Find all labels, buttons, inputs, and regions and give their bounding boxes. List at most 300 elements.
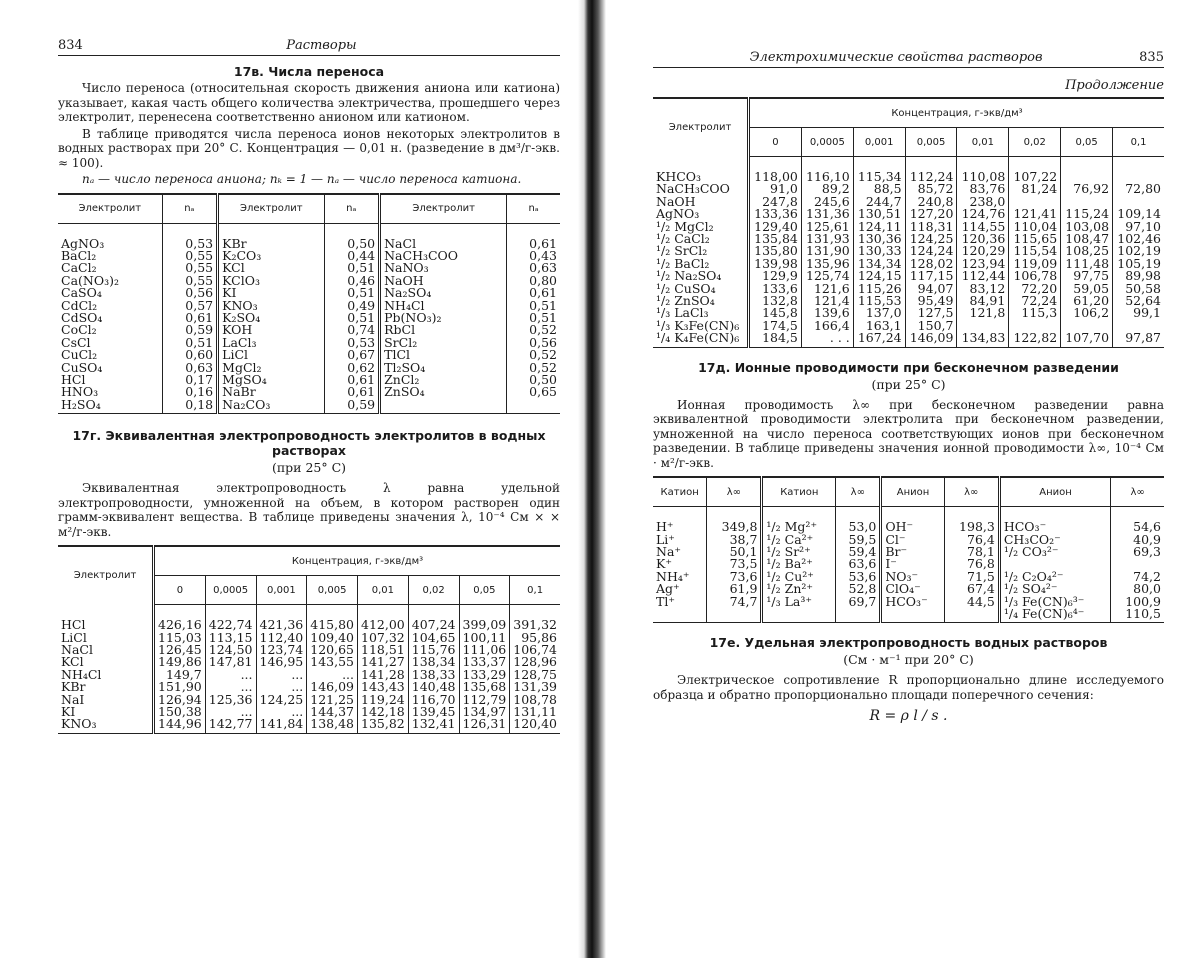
value-cell: 0,61	[324, 374, 380, 386]
value-cell: 129,40	[749, 221, 802, 233]
electrolyte-cell: MgSO₄	[218, 374, 324, 386]
value-cell: 120,65	[307, 644, 358, 656]
value-cell: 95,49	[905, 295, 957, 307]
value-cell: 138,48	[307, 718, 358, 733]
equivalent-conductivity-table-continued	[653, 97, 1164, 348]
value-cell: 124,11	[853, 221, 905, 233]
electrolyte-cell: NaI	[61, 691, 85, 707]
right-running-title: Электрохимические свойства растворов	[749, 50, 1043, 65]
electrolyte-cell: KClO₃	[218, 275, 324, 287]
table-header-row	[653, 98, 1164, 128]
table-row	[58, 262, 560, 274]
ion-cell: Tl⁺	[656, 593, 675, 609]
value-cell: 120,36	[957, 233, 1009, 245]
value-cell: 89,98	[1113, 270, 1164, 282]
value-cell: 72,80	[1113, 183, 1164, 195]
value-cell: 240,8	[905, 196, 957, 208]
value-cell: 126,31	[459, 718, 510, 733]
value-cell: 135,96	[801, 258, 853, 270]
electrolyte-cell: K₂CO₃	[218, 250, 324, 262]
book-gutter	[578, 0, 606, 958]
table-row	[653, 596, 1164, 608]
value-cell: 97,87	[1113, 332, 1164, 347]
value-cell: 184,5	[749, 332, 802, 347]
value-cell: 138,33	[408, 669, 459, 681]
value-cell: 146,09	[307, 681, 358, 693]
value-cell: 139,45	[408, 706, 459, 718]
value-cell: 114,55	[957, 221, 1009, 233]
value-cell: 38,7	[707, 534, 762, 546]
value-cell: 0,53	[162, 223, 218, 250]
value-cell: 133,36	[749, 208, 802, 220]
electrolyte-cell: CdSO₄	[61, 309, 103, 325]
table-row	[58, 337, 560, 349]
ion-cell: ¹/₂ Mg²⁺	[762, 507, 836, 534]
table-row	[58, 275, 560, 287]
value-cell: 115,26	[853, 283, 905, 295]
electrolyte-cell: KNO₃	[218, 300, 324, 312]
value-cell: 0,52	[507, 362, 560, 374]
ion-cell: ¹/₃ La³⁺	[762, 596, 836, 608]
value-cell: 128,75	[510, 669, 560, 681]
ion-cell: ¹/₂ SO₄²⁻	[999, 583, 1110, 595]
value-cell: 145,8	[749, 307, 802, 319]
concentration-header: 0,0005	[801, 128, 853, 157]
value-cell: 115,76	[408, 644, 459, 656]
value-cell: 72,20	[1009, 283, 1061, 295]
value-cell: 85,72	[905, 183, 957, 195]
value-cell: 0,61	[507, 287, 560, 299]
value-cell: 143,55	[307, 656, 358, 668]
value-cell: 141,27	[358, 656, 409, 668]
value-cell: 106,74	[510, 644, 560, 656]
value-cell: 106,2	[1061, 307, 1113, 319]
value-cell	[707, 608, 762, 623]
left-running-head	[58, 38, 560, 56]
value-cell: 130,33	[853, 245, 905, 257]
section-17g-paragraph-1: Эквивалентная электропроводность λ равна удельной электропроводности, умноженной на объем, в котором растворен один грамм-эквивалент вещества. В таблице приведены значения λ, 10⁻⁴ См × × м²/г-экв.	[58, 481, 560, 539]
section-17e-paragraph-1: Электрическое сопротивление R пропорционально длине исследуемого образца и обратно пропорционально площади поперечного сечения:	[653, 673, 1164, 702]
value-cell: 117,15	[905, 270, 957, 282]
section-17g-subtitle: (при 25° С)	[271, 460, 347, 476]
value-cell: 123,94	[957, 258, 1009, 270]
electrolyte-cell: KHCO₃	[656, 168, 702, 184]
value-cell: 80,0	[1111, 583, 1164, 595]
ion-cell: OH⁻	[881, 507, 944, 534]
value-cell: 144,37	[307, 706, 358, 718]
electrolyte-header: Электролит	[668, 122, 732, 134]
value-cell: 124,25	[256, 694, 307, 706]
table-row	[58, 386, 560, 398]
concentration-header: 0,001	[256, 576, 307, 605]
electrolyte-cell: CaCl₂	[61, 260, 97, 276]
ion-cell	[653, 608, 707, 623]
value-cell	[944, 608, 999, 623]
section-17e-subtitle: (См · м⁻¹ при 20° С)	[843, 652, 974, 668]
value-cell: 0,50	[324, 223, 380, 250]
electrolyte-cell: KI	[218, 287, 324, 299]
column-header: nₐ	[507, 194, 560, 224]
concentration-group-header: Концентрация, г-экв/дм³	[154, 546, 561, 576]
value-cell	[1061, 157, 1113, 184]
table-row	[58, 718, 560, 733]
electrolyte-cell	[380, 399, 507, 414]
value-cell: ...	[256, 706, 307, 718]
value-cell: 0,51	[324, 262, 380, 274]
value-cell: 0,50	[507, 374, 560, 386]
concentration-header: 0,02	[1009, 128, 1061, 157]
section-17d-paragraph-1: Ионная проводимость λ∞ при бесконечном разведении равна эквивалентной проводимости электролита при бесконечном разведении, умноженной на число переноса соответствующих ионов при бесконечном разведении. В таблице приведены значения ионной проводимости λ∞, 10⁻⁴ См · м²/г-экв.	[653, 397, 1164, 470]
value-cell: 67,4	[944, 583, 999, 595]
value-cell: 115,34	[853, 157, 905, 184]
value-cell: 107,22	[1009, 157, 1061, 184]
value-cell: 118,51	[358, 644, 409, 656]
value-cell: 150,38	[154, 706, 206, 718]
resistance-formula: R = ρ l / s .	[869, 708, 948, 725]
column-header: λ∞	[836, 477, 881, 507]
concentration-header: 0,05	[459, 576, 510, 605]
value-cell	[1113, 157, 1164, 184]
electrolyte-cell: H₂SO₄	[61, 396, 101, 412]
value-cell: 53,6	[836, 571, 881, 583]
value-cell: 238,0	[957, 196, 1009, 208]
value-cell: 73,6	[707, 571, 762, 583]
value-cell: 134,34	[853, 258, 905, 270]
right-page	[605, 0, 1200, 958]
value-cell: 110,5	[1111, 608, 1164, 623]
value-cell: 426,16	[154, 605, 206, 632]
electrolyte-cell: Ca(NO₃)₂	[61, 272, 119, 288]
electrolyte-cell: HCl	[61, 616, 86, 632]
electrolyte-header: Электролит	[73, 570, 137, 582]
value-cell: 0,51	[324, 312, 380, 324]
value-cell: 132,8	[749, 295, 802, 307]
electrolyte-cell: CsCl	[61, 334, 91, 350]
value-cell: 127,5	[905, 307, 957, 319]
value-cell: 120,29	[957, 245, 1009, 257]
value-cell: 116,10	[801, 157, 853, 184]
value-cell: 112,24	[905, 157, 957, 184]
electrolyte-cell: RbCl	[380, 324, 507, 336]
table-row	[58, 324, 560, 336]
value-cell: . . .	[801, 332, 853, 347]
left-page-number: 834	[58, 38, 83, 53]
value-cell: 0,65	[507, 386, 560, 398]
value-cell: 0,51	[507, 300, 560, 312]
value-cell: 0,53	[324, 337, 380, 349]
table-row	[653, 183, 1164, 195]
value-cell: 0,55	[162, 250, 218, 262]
value-cell: 0,43	[507, 250, 560, 262]
value-cell: 0,61	[324, 386, 380, 398]
value-cell: 111,06	[459, 644, 510, 656]
value-cell: 0,56	[507, 337, 560, 349]
column-header: Анион	[881, 477, 944, 507]
value-cell: 0,17	[162, 374, 218, 386]
table-row	[653, 332, 1164, 347]
concentration-header: 0,0005	[205, 576, 256, 605]
ion-cell: H⁺	[656, 519, 674, 535]
section-17e-title: 17е. Удельная электропроводность водных растворов	[709, 635, 1108, 651]
concentration-header: 0,005	[307, 576, 358, 605]
value-cell: 129,9	[749, 270, 802, 282]
value-cell: 0,61	[162, 312, 218, 324]
value-cell: 0,18	[162, 399, 218, 414]
table-row	[58, 250, 560, 262]
value-cell: 138,34	[408, 656, 459, 668]
value-cell: 71,5	[944, 571, 999, 583]
value-cell: 146,09	[905, 332, 957, 347]
value-cell: 0,46	[324, 275, 380, 287]
value-cell: 108,78	[510, 694, 560, 706]
value-cell: 97,10	[1113, 221, 1164, 233]
section-17d-title: 17д. Ионные проводимости при бесконечном разведении	[698, 359, 1119, 375]
value-cell: 104,65	[408, 632, 459, 644]
value-cell: 124,76	[957, 208, 1009, 220]
ion-cell: HCO₃⁻	[999, 507, 1110, 534]
value-cell: 124,25	[905, 233, 957, 245]
value-cell: 415,80	[307, 605, 358, 632]
ion-cell: Br⁻	[881, 546, 944, 558]
concentration-header: 0,01	[358, 576, 409, 605]
value-cell: 131,11	[510, 706, 560, 718]
concentration-header: 0	[154, 576, 206, 605]
value-cell: 163,1	[853, 320, 905, 332]
value-cell: 144,96	[154, 718, 206, 733]
value-cell: ...	[307, 669, 358, 681]
ion-cell: I⁻	[881, 558, 944, 570]
value-cell: 149,7	[154, 669, 206, 681]
electrolyte-cell: CaSO₄	[61, 285, 102, 301]
value-cell: 407,24	[408, 605, 459, 632]
value-cell: 142,18	[358, 706, 409, 718]
table-row	[58, 287, 560, 299]
left-page	[0, 0, 590, 958]
electrolyte-cell: Pb(NO₃)₂	[380, 312, 507, 324]
value-cell: 115,65	[1009, 233, 1061, 245]
electrolyte-cell: ¹/₂ Na₂SO₄	[656, 268, 722, 284]
value-cell: 109,14	[1113, 208, 1164, 220]
value-cell: 139,6	[801, 307, 853, 319]
column-header: λ∞	[707, 477, 762, 507]
left-running-title: Растворы	[286, 38, 357, 53]
value-cell: 84,91	[957, 295, 1009, 307]
value-cell: 0,60	[162, 349, 218, 361]
value-cell: 412,00	[358, 605, 409, 632]
table-row	[58, 223, 560, 250]
value-cell: 247,8	[749, 196, 802, 208]
value-cell: 126,94	[154, 694, 206, 706]
value-cell: 0,59	[324, 399, 380, 414]
continuation-label: Продолжение	[1065, 78, 1164, 93]
value-cell: 0,51	[324, 287, 380, 299]
electrolyte-cell: ZnCl₂	[380, 374, 507, 386]
electrolyte-cell: LaCl₃	[218, 337, 324, 349]
value-cell: 81,24	[1009, 183, 1061, 195]
value-cell: 121,25	[307, 694, 358, 706]
ion-cell: ¹/₂ Ca²⁺	[762, 534, 836, 546]
value-cell: 422,74	[205, 605, 256, 632]
electrolyte-cell: Na₂SO₄	[380, 287, 507, 299]
table-row	[58, 399, 560, 414]
value-cell: 89,2	[801, 183, 853, 195]
value-cell: 133,29	[459, 669, 510, 681]
value-cell: 118,00	[749, 157, 802, 184]
table-header-row	[58, 194, 560, 224]
value-cell: 139,98	[749, 258, 802, 270]
concentration-header: 0,02	[408, 576, 459, 605]
value-cell: 134,83	[957, 332, 1009, 347]
value-cell: 0,59	[162, 324, 218, 336]
electrolyte-cell: NaCH₃COO	[656, 181, 730, 197]
concentration-header: 0,01	[957, 128, 1009, 157]
electrolyte-cell: NaCH₃COO	[380, 250, 507, 262]
section-17v-title: 17в. Числа переноса	[233, 64, 385, 79]
value-cell: 125,36	[205, 694, 256, 706]
value-cell: 135,80	[749, 245, 802, 257]
value-cell: 134,97	[459, 706, 510, 718]
value-cell: 121,41	[1009, 208, 1061, 220]
value-cell: 0,16	[162, 386, 218, 398]
table-row	[58, 605, 560, 632]
value-cell: 99,1	[1113, 307, 1164, 319]
electrolyte-cell: MgCl₂	[218, 362, 324, 374]
ion-cell: ¹/₄ Fe(CN)₆⁴⁻	[999, 608, 1110, 623]
column-header: nₐ	[324, 194, 380, 224]
value-cell: 0,57	[162, 300, 218, 312]
value-cell: 131,90	[801, 245, 853, 257]
value-cell: 44,5	[944, 596, 999, 608]
value-cell: 94,07	[905, 283, 957, 295]
value-cell: 244,7	[853, 196, 905, 208]
value-cell	[836, 608, 881, 623]
value-cell: 59,4	[836, 546, 881, 558]
electrolyte-cell: NaOH	[656, 193, 696, 209]
value-cell: 100,11	[459, 632, 510, 644]
value-cell: 107,70	[1061, 332, 1113, 347]
table-row	[653, 608, 1164, 623]
electrolyte-cell: ¹/₂ MgCl₂	[656, 218, 714, 234]
electrolyte-cell: K₂SO₄	[218, 312, 324, 324]
electrolyte-cell: Tl₂SO₄	[380, 362, 507, 374]
table-row	[58, 300, 560, 312]
value-cell: 52,64	[1113, 295, 1164, 307]
value-cell: 174,5	[749, 320, 802, 332]
column-header: Электролит	[218, 194, 324, 224]
value-cell: 0,61	[507, 223, 560, 250]
transference-numbers-table	[58, 193, 560, 415]
concentration-header: 0,1	[1113, 128, 1164, 157]
electrolyte-cell: ¹/₃ K₃Fe(CN)₆	[656, 317, 740, 333]
value-cell: 130,36	[853, 233, 905, 245]
ion-cell: ¹/₂ Sr²⁺	[762, 546, 836, 558]
value-cell: 53,0	[836, 507, 881, 534]
concentration-header: 0,05	[1061, 128, 1113, 157]
value-cell: 166,4	[801, 320, 853, 332]
electrolyte-cell: HNO₃	[61, 384, 99, 400]
column-header: λ∞	[1111, 477, 1164, 507]
value-cell: 0,67	[324, 349, 380, 361]
column-header: Электролит	[380, 194, 507, 224]
electrolyte-cell: LiCl	[218, 349, 324, 361]
column-header: Катион	[653, 477, 707, 507]
value-cell: ...	[205, 669, 256, 681]
value-cell: ...	[205, 681, 256, 693]
value-cell: 91,0	[749, 183, 802, 195]
value-cell: 115,3	[1009, 307, 1061, 319]
concentration-header: 0,1	[510, 576, 560, 605]
value-cell: 116,70	[408, 694, 459, 706]
value-cell: 100,9	[1111, 596, 1164, 608]
value-cell: 135,68	[459, 681, 510, 693]
value-cell: 147,81	[205, 656, 256, 668]
electrolyte-cell: ¹/₂ CaCl₂	[656, 231, 710, 247]
value-cell: 131,36	[801, 208, 853, 220]
ion-cell: ¹/₂ C₂O₄²⁻	[999, 571, 1110, 583]
value-cell: 121,4	[801, 295, 853, 307]
value-cell: 124,50	[205, 644, 256, 656]
value-cell: 112,44	[957, 270, 1009, 282]
value-cell: 120,40	[510, 718, 560, 733]
value-cell: 0,49	[324, 300, 380, 312]
value-cell: 115,54	[1009, 245, 1061, 257]
value-cell: 109,40	[307, 632, 358, 644]
value-cell: 74,7	[707, 596, 762, 608]
value-cell: 97,75	[1061, 270, 1113, 282]
value-cell: 103,08	[1061, 221, 1113, 233]
ion-cell: K⁺	[656, 556, 672, 572]
table-header-row	[653, 477, 1164, 507]
value-cell: ...	[256, 669, 307, 681]
value-cell: 40,9	[1111, 534, 1164, 546]
electrolyte-cell: AgNO₃	[656, 206, 700, 222]
right-running-head	[653, 50, 1164, 68]
value-cell: 245,6	[801, 196, 853, 208]
table-row	[58, 374, 560, 386]
electrolyte-cell: NaOH	[380, 275, 507, 287]
ion-cell: Li⁺	[656, 531, 675, 547]
value-cell: 128,02	[905, 258, 957, 270]
value-cell: 0,55	[162, 275, 218, 287]
column-header: nₐ	[162, 194, 218, 224]
ion-cell: ¹/₂ CO₃²⁻	[999, 546, 1110, 558]
ion-cell: ¹/₂ Zn²⁺	[762, 583, 836, 595]
value-cell: 107,32	[358, 632, 409, 644]
concentration-header: 0,001	[853, 128, 905, 157]
ion-cell: Cl⁻	[881, 534, 944, 546]
value-cell: 63,6	[836, 558, 881, 570]
value-cell: 131,93	[801, 233, 853, 245]
value-cell: 141,84	[256, 718, 307, 733]
column-header: Анион	[999, 477, 1110, 507]
value-cell: 112,79	[459, 694, 510, 706]
value-cell: 108,25	[1061, 245, 1113, 257]
value-cell: 113,15	[205, 632, 256, 644]
section-17v-paragraph-2: В таблице приводятся числа переноса ионов некоторых электролитов в водных растворах при 20° С. Концентрация — 0,01 н. (разведение в дм³/г-экв. ≈ 100).	[58, 126, 560, 170]
value-cell: 74,2	[1111, 571, 1164, 583]
ion-cell: ¹/₂ Ba²⁺	[762, 558, 836, 570]
value-cell: 110,04	[1009, 221, 1061, 233]
electrolyte-cell: ¹/₂ SrCl₂	[656, 243, 708, 259]
value-cell: 127,20	[905, 208, 957, 220]
value-cell: 198,3	[944, 507, 999, 534]
value-cell: 122,82	[1009, 332, 1061, 347]
electrolyte-cell: CdCl₂	[61, 297, 98, 313]
electrolyte-cell: NaCl	[380, 223, 507, 250]
value-cell: 124,15	[853, 270, 905, 282]
table-row	[58, 312, 560, 324]
value-cell: 52,8	[836, 583, 881, 595]
